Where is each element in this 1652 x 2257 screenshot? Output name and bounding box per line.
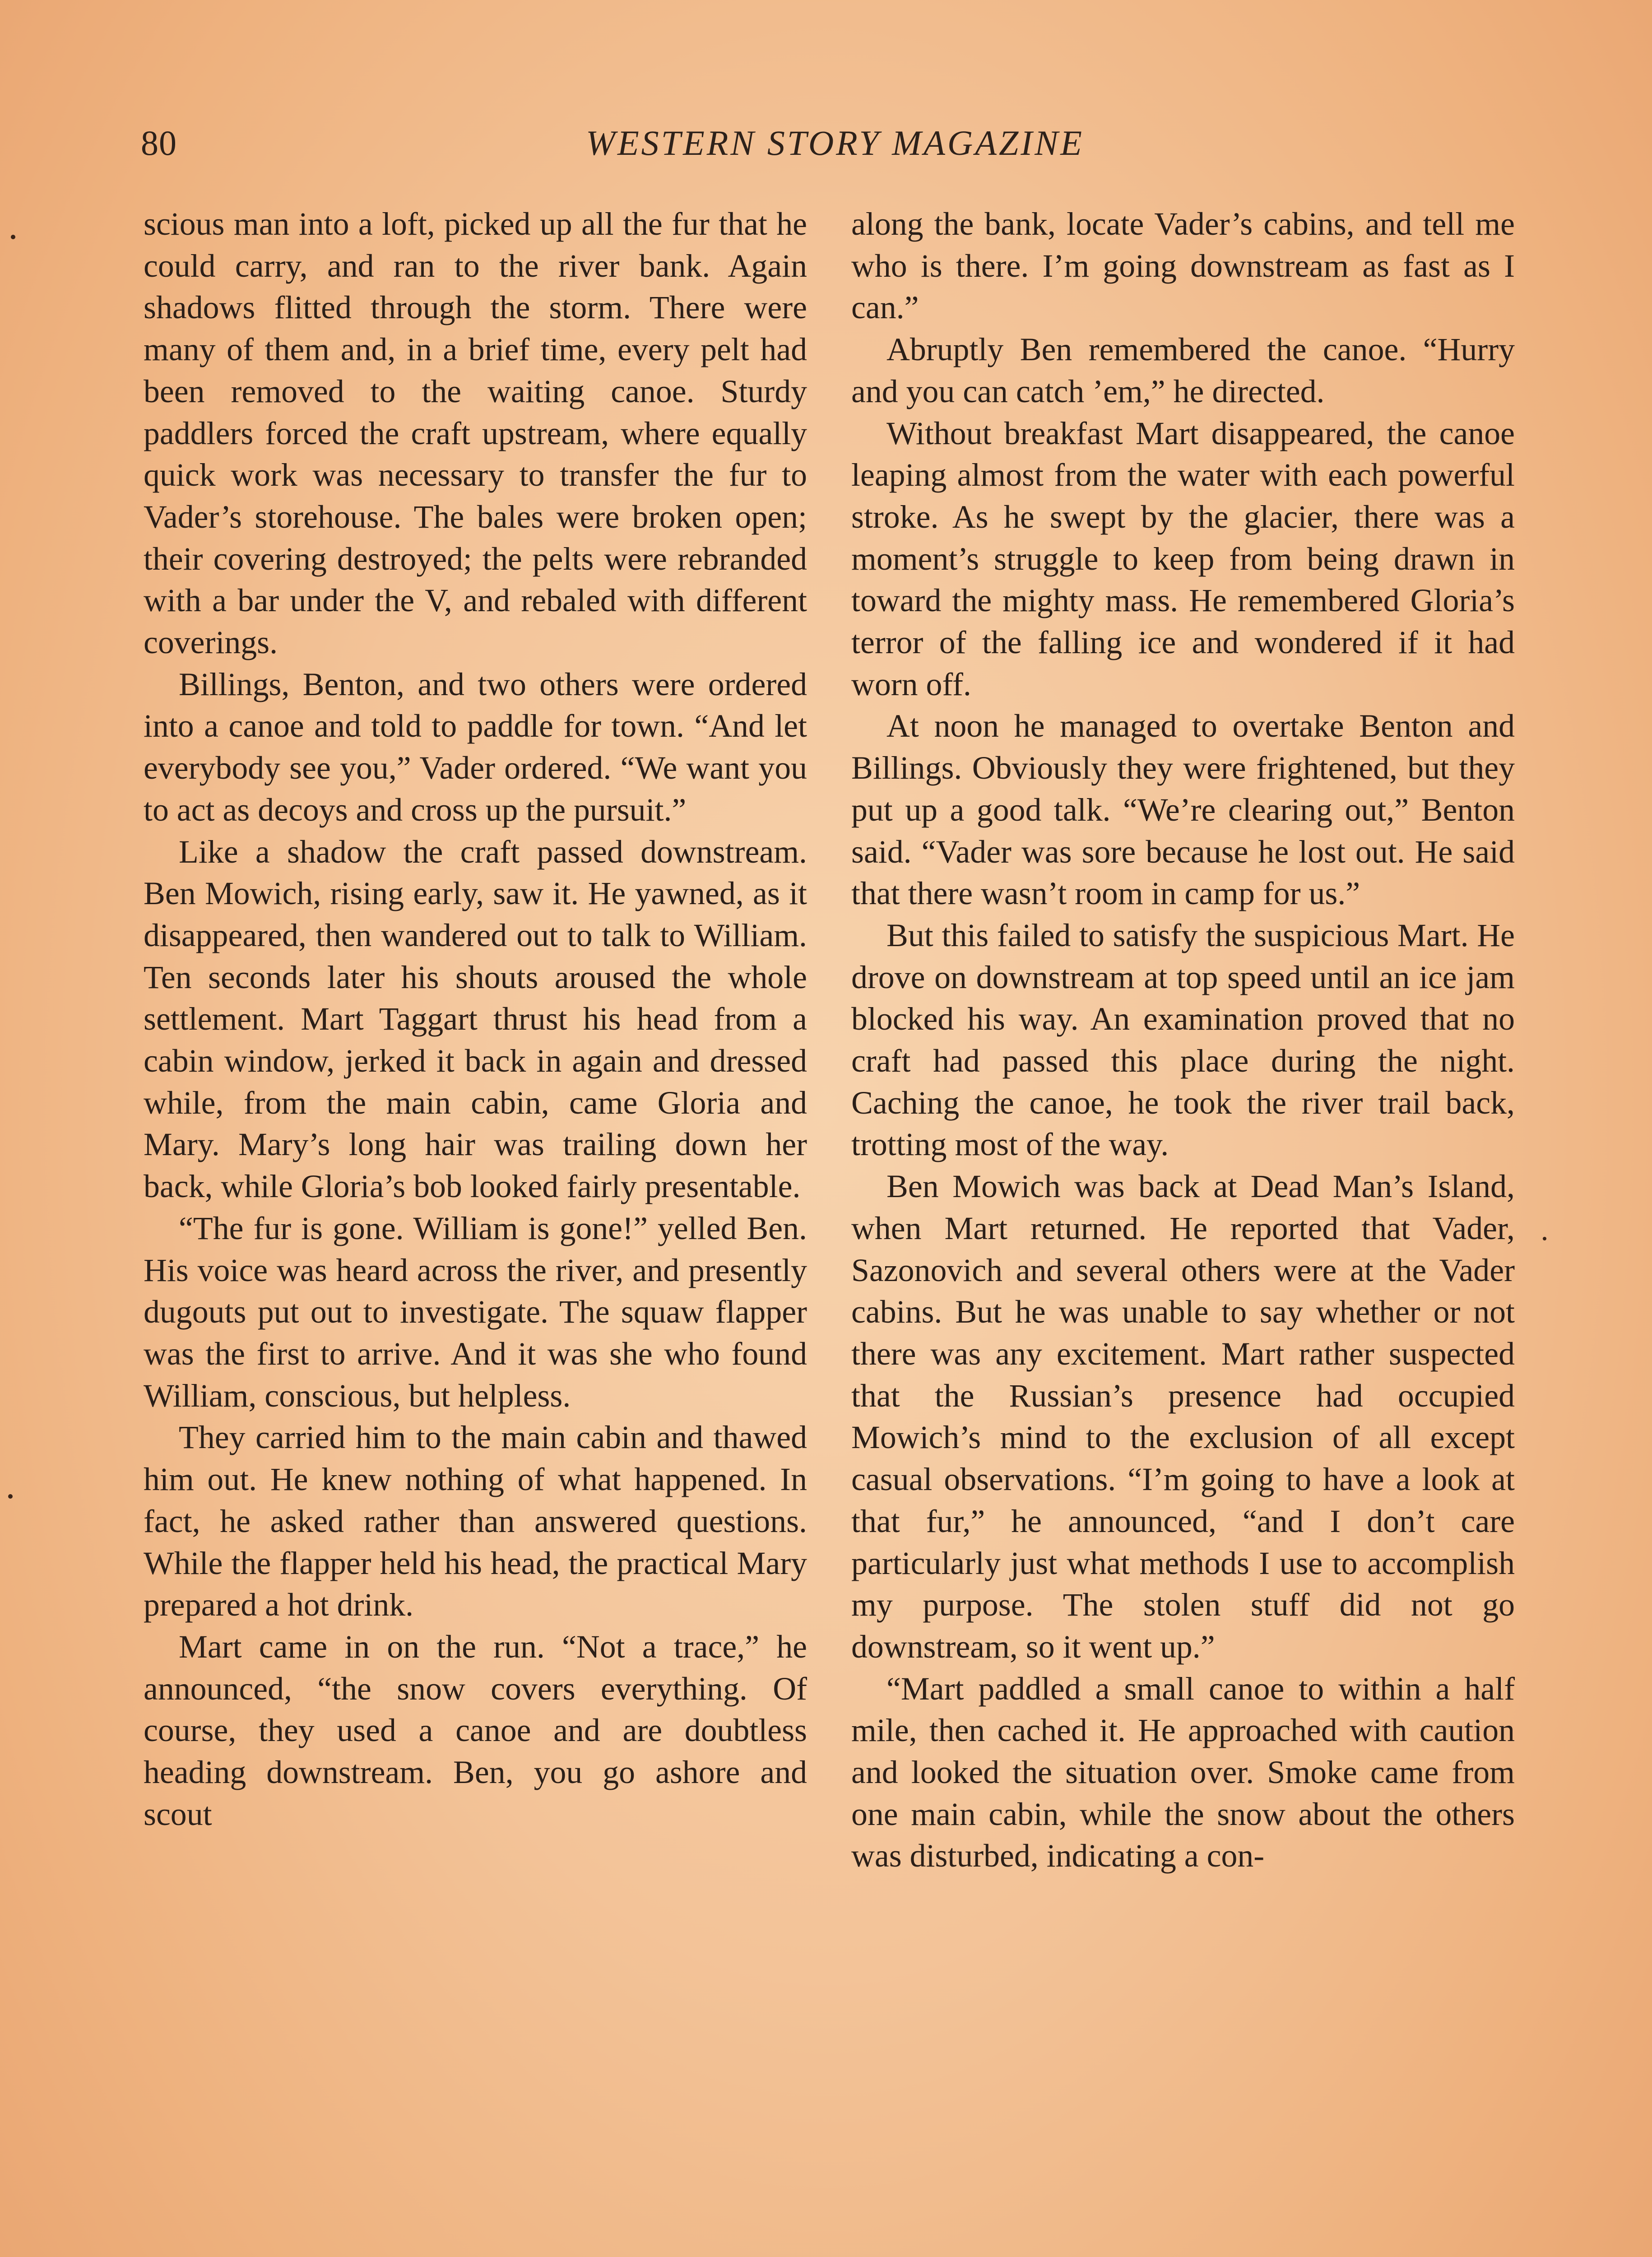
paragraph: “The fur is gone. William is gone!” yelled Ben. His voice was heard across the river, and presently dugouts put out to investigate. The squaw flapper was the first to arrive. And it was she who found William, conscious, but helpless. xyxy=(144,1210,807,1414)
right-text-column xyxy=(851,203,1515,2257)
paragraph: Abruptly Ben remembered the canoe. “Hurry and you can catch ’em,” he directed. xyxy=(851,331,1515,409)
paragraph: Billings, Benton, and two others were ordered into a canoe and told to paddle for town. “And let everybody see you,” Vader ordered. “We want you to act as decoys and cross up the pursuit.” xyxy=(144,666,807,828)
paragraph: scious man into a loft, picked up all the fur that he could carry, and ran to the river bank. Again shadows flitted through the storm. There were many of them and, in a brief time, every pelt had been removed to the waiting canoe. Sturdy paddlers forced the craft upstream, where equally quick work was necessary to transfer the fur to Vader’s storehouse. The bales were broken open; their covering destroyed; the pelts were rebranded with a bar under the V, and rebaled with different coverings. xyxy=(144,206,807,661)
paragraph: At noon he managed to overtake Benton and Billings. Obviously they were frightened, but they put up a good talk. “We’re clearing out,” Benton said. “Vader was sore because he lost out. He said that there wasn’t room in camp for us.” xyxy=(851,708,1515,912)
paper-blemish xyxy=(8,1494,13,1499)
paragraph: Without breakfast Mart disappeared, the canoe leaping almost from the water with each powerful stroke. As he swept by the glacier, there was a moment’s struggle to keep from being drawn in toward the mighty mass. He remembered Gloria’s terror of the falling ice and wondered if it had worn off. xyxy=(851,415,1515,702)
paper-blemish xyxy=(1543,1237,1546,1240)
paragraph: “Mart paddled a small canoe to within a half mile, then cached it. He approached with caution and looked the situation over. Smoke came from one main cabin, while the snow about the others was disturbed, indicating a con- xyxy=(851,1670,1515,1874)
paper-blemish xyxy=(11,235,15,239)
page-number: 80 xyxy=(141,123,177,163)
running-title: WESTERN STORY MAGAZINE xyxy=(586,123,1084,163)
paragraph: along the bank, locate Vader’s cabins, and tell me who is there. I’m going downstream as fast as I can.” xyxy=(851,206,1515,326)
paragraph: Like a shadow the craft passed downstream. Ben Mowich, rising early, saw it. He yawned, as it disappeared, then wandered out to talk to William. Ten seconds later his shouts aroused the whole settlement. Mart Taggart thrust his head from a cabin window, jerked it back in again and dressed while, from the main cabin, came Gloria and Mary. Mary’s long hair was trailing down her back, while Gloria’s bob looked fairly presentable. xyxy=(144,833,807,1205)
paragraph: They carried him to the main cabin and thawed him out. He knew nothing of what happened. In fact, he asked rather than answered questions. While the flapper held his head, the practical Mary prepared a hot drink. xyxy=(144,1419,807,1623)
paragraph: Ben Mowich was back at Dead Man’s Island, when Mart returned. He reported that Vader, Sazonovich and several others were at the Vader cabins. But he was unable to say whether or not there was any excitement. Mart rather suspected that the Russian’s presence had occupied Mowich’s mind to the exclusion of all except casual observations. “I’m going to have a look at that fur,” he announced, “and I don’t care particularly just what methods I use to accomplish my purpose. The stolen stuff did not go downstream, so it went up.” xyxy=(851,1168,1515,1665)
left-text-column xyxy=(144,203,807,2257)
paragraph: Mart came in on the run. “Not a trace,” he announced, “the snow covers everything. Of course, they used a canoe and are doubtless heading downstream. Ben, you go ashore and scout xyxy=(144,1628,807,1832)
paragraph: But this failed to satisfy the suspicious Mart. He drove on downstream at top speed until an ice jam blocked his way. An examination proved that no craft had passed this place during the night. Caching the canoe, he took the river trail back, trotting most of the way. xyxy=(851,917,1515,1163)
